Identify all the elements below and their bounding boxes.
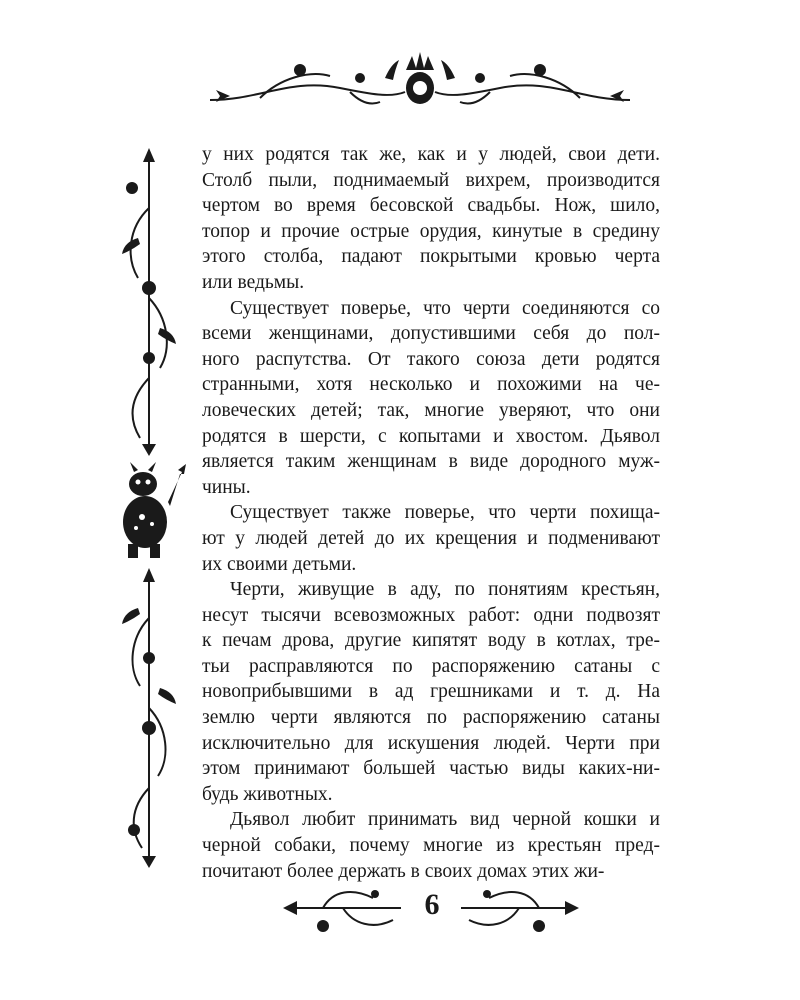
- text-line: является таким женщинам в виде дородного муж-: [202, 451, 660, 473]
- text-line: будь животных.: [202, 783, 333, 805]
- left-arrow-vine-ornament-top: [118, 148, 180, 456]
- paragraph: [202, 500, 660, 577]
- text-line: Существует поверье, что черти соединяются со: [230, 297, 660, 319]
- text-line: тьи расправляются по распоряжению сатаны с: [202, 655, 660, 677]
- text-line: черной собаки, почему многие из крестьян пред-: [202, 835, 660, 857]
- text-line: странными, хотя несколько и похожими на че-: [202, 374, 660, 396]
- text-line: к печам дрова, другие кипятят воду в котлах, тре-: [202, 630, 660, 652]
- text-line: этом принимают большей частью виды каких-ни-: [202, 758, 660, 780]
- page-number: 6: [424, 888, 440, 921]
- text-line: ного распутства. От такого союза дети родятся: [202, 348, 660, 370]
- text-line: Столб пыли, поднимаемый вихрем, производится: [202, 169, 660, 191]
- text-line: ют у людей детей до их крещения и подменивают: [202, 527, 660, 549]
- text-line: топор и прочие острые орудия, кинутые в средину: [202, 220, 660, 242]
- paragraph: [202, 807, 660, 884]
- text-line: Дьявол любит принимать вид черной кошки и: [230, 809, 660, 831]
- text-line: несут тысячи всевозможных работ: одни подвозят: [202, 604, 660, 626]
- text-line: ловеческих детей; так, многие уверяют, что они: [202, 399, 660, 421]
- text-line: исключительно для искушения людей. Черти при: [202, 732, 660, 754]
- text-line: Черти, живущие в аду, по понятиям крестьян,: [230, 579, 660, 601]
- paragraph: [202, 142, 660, 296]
- text-line: или ведьмы.: [202, 271, 305, 293]
- text-line: этого столба, падают покрытыми кровью черта: [202, 246, 660, 268]
- body-text: [202, 142, 660, 884]
- demon-figure-ornament: [112, 462, 188, 562]
- text-line: новоприбывшими в ад грешниками и т. д. На: [202, 681, 660, 703]
- text-line: всеми женщинами, допустившими себя до пол-: [202, 323, 660, 345]
- text-line: почитают более держать в своих домах этих жи-: [202, 860, 605, 882]
- text-line: Существует также поверье, что черти похища-: [230, 502, 660, 524]
- text-line: родятся в шерсти, с копытами и хвостом. Дьявол: [202, 425, 660, 447]
- text-line: чины.: [202, 476, 251, 498]
- text-line: у них родятся так же, как и у людей, свои дети.: [202, 144, 660, 165]
- text-line: их своими детьми.: [202, 553, 357, 575]
- text-line: чертом во время бесовской свадьбы. Нож, шило,: [202, 195, 660, 217]
- top-thistle-ornament: [200, 48, 640, 118]
- text-line: землю черти являются по распоряжению сатаны: [202, 707, 660, 729]
- paragraph: [202, 296, 660, 501]
- paragraph: [202, 577, 660, 807]
- left-arrow-vine-ornament-bottom: [118, 568, 180, 868]
